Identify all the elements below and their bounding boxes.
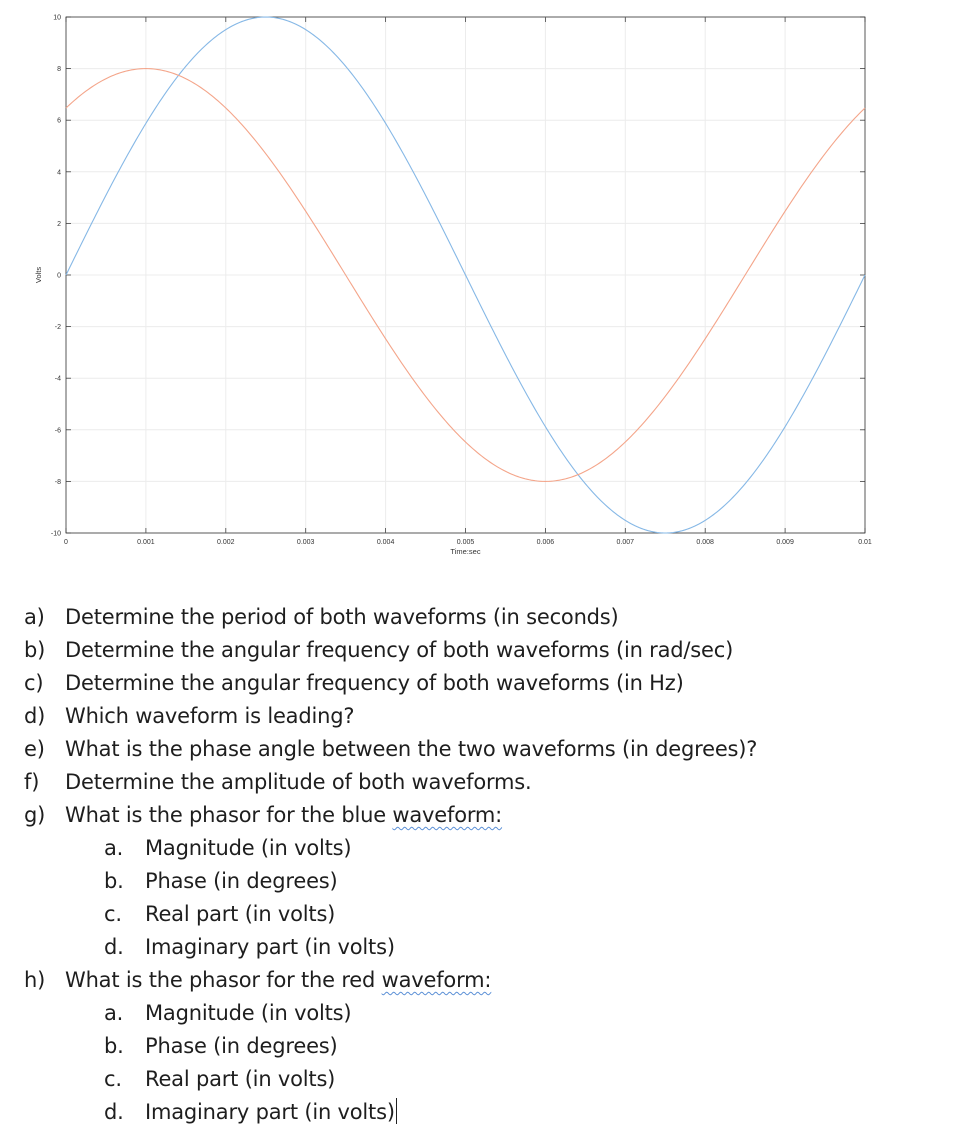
x-tick-label: 0.002 (217, 539, 235, 546)
subitem-h-c (24, 1063, 944, 1096)
question-label: b) (24, 638, 46, 662)
question-text (65, 799, 502, 832)
y-tick-label: 2 (57, 220, 61, 228)
y-tick-label: -6 (54, 427, 61, 435)
subitem-label: b. (104, 1034, 124, 1058)
question-text: What is the phase angle between the two waveforms (in degrees)? (65, 737, 758, 761)
subitem-text: Magnitude (in volts) (145, 1001, 352, 1025)
subitem-g-d (24, 931, 944, 964)
x-tick-label: 0.008 (696, 539, 714, 546)
subitem-text: Real part (in volts) (145, 1067, 336, 1091)
subitem-label: a. (104, 836, 124, 860)
question-e (24, 733, 944, 766)
x-tick-label: 0.005 (456, 539, 475, 546)
x-tick-label: 0.004 (376, 539, 395, 546)
subitem-label: d. (104, 935, 124, 959)
x-axis-label: Time:sec (450, 547, 481, 556)
y-tick-label: 4 (57, 169, 61, 177)
x-tick-label: 0.001 (137, 539, 155, 546)
question-b (24, 634, 944, 667)
subitem-label: b. (104, 869, 124, 893)
subitem-g-c (24, 898, 944, 931)
question-h (24, 964, 944, 997)
question-list (24, 601, 944, 1129)
subitem-text: Phase (in degrees) (145, 1034, 338, 1058)
subitem-text-main: Imaginary part (in volts) (145, 1100, 395, 1124)
y-tick-label: -8 (54, 478, 61, 486)
question-d (24, 700, 944, 733)
subitem-h-a (24, 997, 944, 1030)
question-text: Determine the period of both waveforms (in seconds) (65, 605, 619, 629)
subitem-h-d (24, 1096, 944, 1129)
question-text: Determine the amplitude of both waveforms. (65, 770, 532, 794)
question-c (24, 667, 944, 700)
question-a (24, 601, 944, 634)
question-text-main: What is the phasor for the red (65, 968, 382, 992)
y-tick-label: -4 (54, 375, 61, 383)
question-text: Which waveform is leading? (65, 704, 355, 728)
question-label: h) (24, 968, 46, 992)
question-text-main: What is the phasor for the blue (65, 803, 393, 827)
question-label: a) (24, 605, 45, 629)
x-tick-label: 0.007 (616, 539, 635, 546)
subitem-text: Real part (in volts) (145, 902, 336, 926)
question-label: d) (24, 704, 46, 728)
question-label: e) (24, 737, 45, 761)
subitem-g-a (24, 832, 944, 865)
y-tick-label: 10 (53, 14, 61, 22)
subitem-label: d. (104, 1100, 124, 1124)
x-tick-label: 0.003 (296, 539, 315, 546)
spellcheck-underlined-word: waveform: (381, 968, 492, 992)
subitem-label: c. (104, 1067, 122, 1091)
y-axis-label: Volts (34, 266, 43, 284)
x-tick-label: 0.009 (776, 539, 794, 546)
question-text: Determine the angular frequency of both waveforms (in Hz) (65, 671, 684, 695)
spellcheck-underlined-word: waveform: (392, 803, 503, 827)
x-tick-label: 0.006 (536, 539, 555, 546)
question-label: c) (24, 671, 44, 695)
question-label: g) (24, 803, 46, 827)
y-tick-label: 6 (57, 117, 61, 125)
question-g (24, 799, 944, 832)
subitem-label: a. (104, 1001, 124, 1025)
subitem-text: Imaginary part (in volts) (145, 935, 395, 959)
y-tick-label: -2 (54, 324, 61, 332)
subitem-text (145, 1096, 397, 1129)
text-cursor (396, 1098, 397, 1124)
subitem-h-b (24, 1030, 944, 1063)
question-label: f) (24, 770, 40, 794)
subitem-label: c. (104, 902, 122, 926)
y-tick-label: -10 (50, 530, 61, 538)
subitem-text: Phase (in degrees) (145, 869, 338, 893)
subitem-g-b (24, 865, 944, 898)
subitem-text: Magnitude (in volts) (145, 836, 352, 860)
question-text (65, 964, 491, 997)
y-tick-label: 0 (57, 272, 61, 280)
x-tick-label: 0 (64, 539, 68, 546)
question-text: Determine the angular frequency of both waveforms (in rad/sec) (65, 638, 734, 662)
y-tick-label: 8 (57, 66, 61, 74)
question-f (24, 766, 944, 799)
x-tick-label: 0.01 (858, 539, 872, 546)
